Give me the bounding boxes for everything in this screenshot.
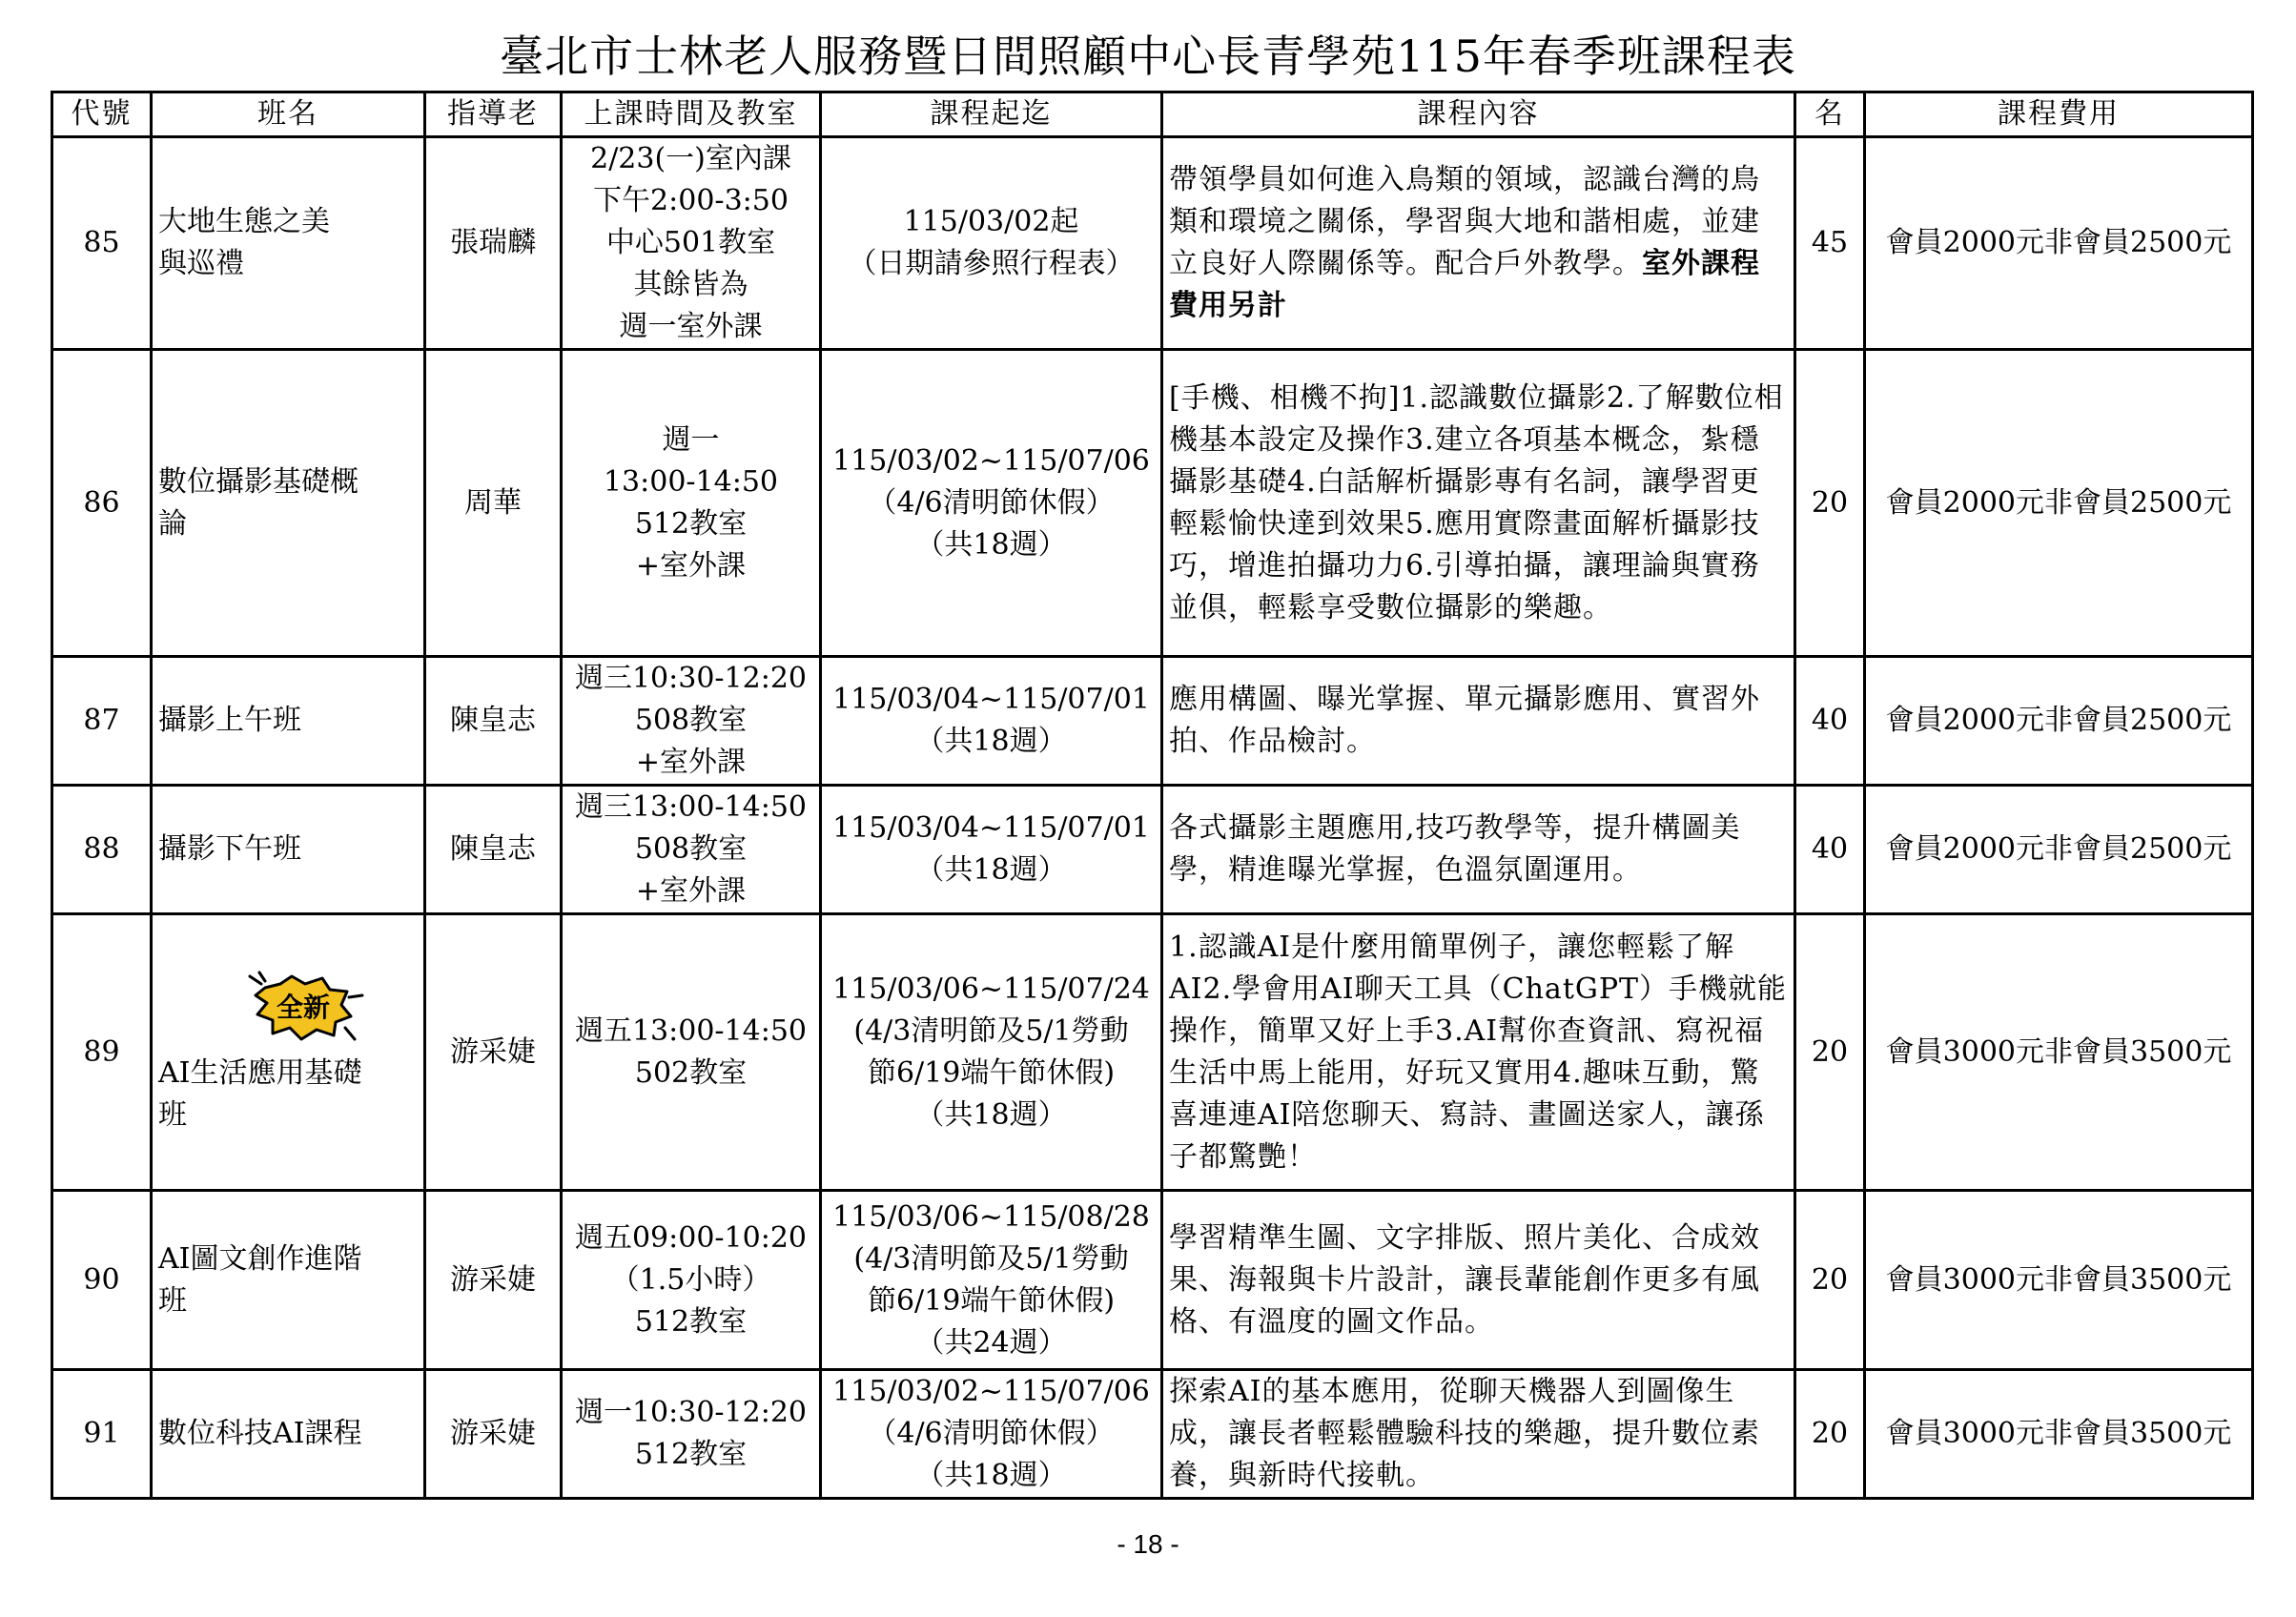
- course-name: 數位攝影基礎概 論: [152, 350, 425, 657]
- course-teacher: 陳皇志: [425, 786, 562, 914]
- course-name: 攝影上午班: [152, 657, 425, 786]
- header-content: 課程內容: [1162, 92, 1795, 137]
- table-row: [52, 657, 2253, 786]
- table-header-row: [52, 92, 2253, 137]
- course-time-room: 週三10:30-12:20 508教室 +室外課: [562, 657, 821, 786]
- course-content: 1.認識AI是什麼用簡單例子，讓您輕鬆了解AI2.學會用AI聊天工具（ChatGPT）手機就能操作，簡單又好上手3.AI幫你查資訊、寫祝福生活中馬上能用，好玩又實用4.趣味互動，驚喜連連AI陪您聊天、寫詩、畫圖送家人，讓孫子都驚艷！: [1162, 914, 1795, 1191]
- course-code: 88: [52, 786, 152, 914]
- course-time-room: 週一 13:00-14:50 512教室 +室外課: [562, 350, 821, 657]
- course-name: 大地生態之美 與巡禮: [152, 137, 425, 350]
- course-content-note: 室外課程費用另計: [1169, 247, 1760, 322]
- page-number: - 18 -: [1117, 1529, 1179, 1559]
- course-fee: 會員2000元非會員2500元: [1865, 786, 2253, 914]
- course-code: 90: [52, 1191, 152, 1370]
- course-teacher: 周華: [425, 350, 562, 657]
- header-code: 代號: [52, 92, 152, 137]
- header-period: 課程起迄: [821, 92, 1162, 137]
- course-fee: 會員2000元非會員2500元: [1865, 657, 2253, 786]
- course-period: 115/03/06~115/07/24 (4/3清明節及5/1勞動 節6/19端午節休假) （共18週）: [821, 914, 1162, 1191]
- course-time-room: 週五09:00-10:20 （1.5小時） 512教室: [562, 1191, 821, 1370]
- course-period: 115/03/02起 （日期請參照行程表）: [821, 137, 1162, 350]
- course-time-room: 2/23(一)室內課 下午2:00-3:50 中心501教室 其餘皆為 週一室外課: [562, 137, 821, 350]
- header-teacher: 指導老: [425, 92, 562, 137]
- course-content: 應用構圖、曝光掌握、單元攝影應用、實習外拍、作品檢討。: [1162, 657, 1795, 786]
- course-code: 87: [52, 657, 152, 786]
- course-time-room: 週五13:00-14:50 502教室: [562, 914, 821, 1191]
- course-fee: 會員3000元非會員3500元: [1865, 1191, 2253, 1370]
- table-row: [52, 137, 2253, 350]
- course-content: [1162, 137, 1795, 350]
- course-time-room: 週三13:00-14:50 508教室 +室外課: [562, 786, 821, 914]
- course-fee: 會員3000元非會員3500元: [1865, 914, 2253, 1191]
- course-content: 探索AI的基本應用，從聊天機器人到圖像生成，讓長者輕鬆體驗科技的樂趣，提升數位素養，與新時代接軌。: [1162, 1370, 1795, 1499]
- course-content: 各式攝影主題應用,技巧教學等，提升構圖美學，精進曝光掌握，色溫氛圍運用。: [1162, 786, 1795, 914]
- course-name: AI圖文創作進階 班: [152, 1191, 425, 1370]
- course-fee: 會員3000元非會員3500元: [1865, 1370, 2253, 1499]
- course-period: 115/03/04~115/07/01 （共18週）: [821, 657, 1162, 786]
- table-row: [52, 1191, 2253, 1370]
- course-teacher: 游采婕: [425, 1191, 562, 1370]
- course-quota: 20: [1795, 1191, 1865, 1370]
- course-fee: 會員2000元非會員2500元: [1865, 350, 2253, 657]
- table-row: [52, 1370, 2253, 1499]
- course-content: 學習精準生圖、文字排版、照片美化、合成效果、海報與卡片設計，讓長輩能創作更多有風格、有溫度的圖文作品。: [1162, 1191, 1795, 1370]
- new-badge-label: 全新: [276, 991, 331, 1023]
- course-quota: 20: [1795, 1370, 1865, 1499]
- course-code: 91: [52, 1370, 152, 1499]
- course-quota: 20: [1795, 914, 1865, 1191]
- course-teacher: 游采婕: [425, 914, 562, 1191]
- header-name: 班名: [152, 92, 425, 137]
- course-period: 115/03/02~115/07/06 （4/6清明節休假） （共18週）: [821, 1370, 1162, 1499]
- course-quota: 40: [1795, 657, 1865, 786]
- course-content-text: 帶領學員如何進入鳥類的領域，認識台灣的鳥類和環境之關係，學習與大地和諧相處，並建立良好人際關係等。配合戶外教學。: [1169, 163, 1760, 280]
- page-title: 臺北市士林老人服務暨日間照顧中心長青學苑115年春季班課程表: [500, 31, 1796, 82]
- course-code: 85: [52, 137, 152, 350]
- course-period: 115/03/02~115/07/06 （4/6清明節休假） （共18週）: [821, 350, 1162, 657]
- course-name: 數位科技AI課程: [152, 1370, 425, 1499]
- table-row: [52, 914, 2253, 1191]
- course-period: 115/03/06~115/08/28 (4/3清明節及5/1勞動 節6/19端午節休假) （共24週）: [821, 1191, 1162, 1370]
- course-period: 115/03/04~115/07/01 （共18週）: [821, 786, 1162, 914]
- course-schedule-table: [51, 91, 2254, 1500]
- header-time-room: 上課時間及教室: [562, 92, 821, 137]
- course-teacher: 張瑞麟: [425, 137, 562, 350]
- course-fee: 會員2000元非會員2500元: [1865, 137, 2253, 350]
- course-quota: 40: [1795, 786, 1865, 914]
- course-time-room: 週一10:30-12:20 512教室: [562, 1370, 821, 1499]
- course-name-cell: [152, 914, 425, 1191]
- header-fee: 課程費用: [1865, 92, 2253, 137]
- header-quota: 名: [1795, 92, 1865, 137]
- course-content: [手機、相機不拘]1.認識數位攝影2.了解數位相機基本設定及操作3.建立各項基本概念，紮穩攝影基礎4.白話解析攝影專有名詞，讓學習更輕鬆愉快達到效果5.應用實際畫面解析攝影技巧，增進拍攝功力6.引導拍攝，讓理論與實務並俱，輕鬆享受數位攝影的樂趣。: [1162, 350, 1795, 657]
- course-name: 攝影下午班: [152, 786, 425, 914]
- table-row: [52, 350, 2253, 657]
- course-name: AI生活應用基礎 班: [158, 1055, 362, 1132]
- course-code: 86: [52, 350, 152, 657]
- course-teacher: 陳皇志: [425, 657, 562, 786]
- new-badge-icon: [242, 971, 366, 1047]
- course-teacher: 游采婕: [425, 1370, 562, 1499]
- course-code: 89: [52, 914, 152, 1191]
- course-quota: 20: [1795, 350, 1865, 657]
- course-quota: 45: [1795, 137, 1865, 350]
- table-row: [52, 786, 2253, 914]
